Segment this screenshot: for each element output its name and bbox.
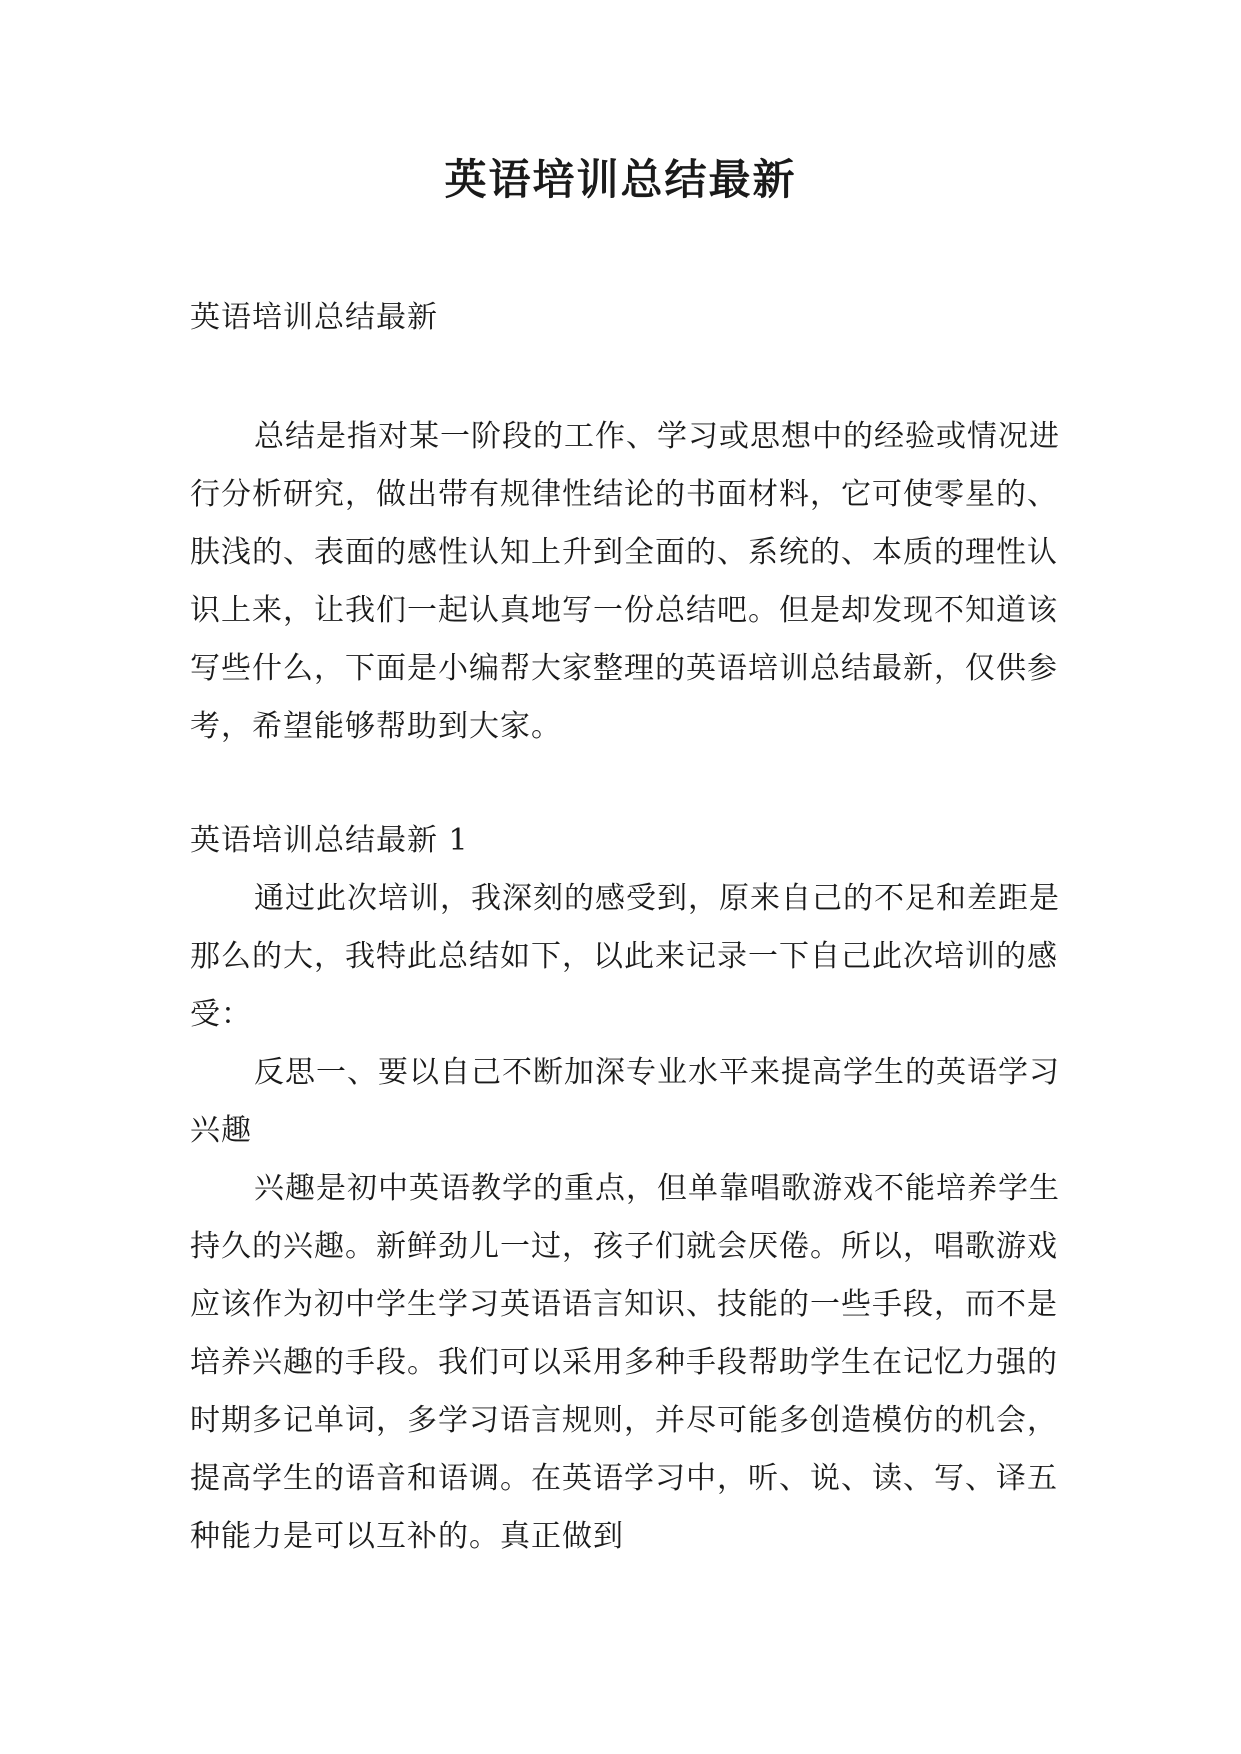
section-heading: 英语培训总结最新 1 xyxy=(190,823,469,858)
section-paragraph-3: 兴趣是初中英语教学的重点，但单靠唱歌游戏不能培养学生持久的兴趣。新鲜劲儿一过，孩子们就会厌倦。所以，唱歌游戏应该作为初中学生学习英语语言知识、技能的一些手段，而不是培养兴趣的手段。我们可以采用多种手段帮助学生在记忆力强的时期多记单词，多学习语言规则，并尽可能多创造模仿的机会，提高学生的语音和语调。在英语学习中，听、说、读、写、译五种能力是可以互补的。真正做到 xyxy=(190,1171,1060,1554)
document-subtitle: 英语培训总结最新 xyxy=(190,300,438,335)
intro-paragraph: 总结是指对某一阶段的工作、学习或思想中的经验或情况进行分析研究，做出带有规律性结论的书面材料，它可使零星的、肤浅的、表面的感性认知上升到全面的、系统的、本质的理性认识上来，让我们一起认真地写一份总结吧。但是却发现不知道该写些什么，下面是小编帮大家整理的英语培训总结最新，仅供参考，希望能够帮助到大家。 xyxy=(190,419,1060,744)
section-1 xyxy=(190,812,1060,1566)
document-title: 英语培训总结最新 xyxy=(444,155,797,204)
section-paragraph-2: 反思一、要以自己不断加深专业水平来提高学生的英语学习兴趣 xyxy=(190,1055,1060,1148)
section-paragraph-1: 通过此次培训，我深刻的感受到，原来自己的不足和差距是那么的大，我特此总结如下，以此来记录一下自己此次培训的感受： xyxy=(190,881,1060,1032)
